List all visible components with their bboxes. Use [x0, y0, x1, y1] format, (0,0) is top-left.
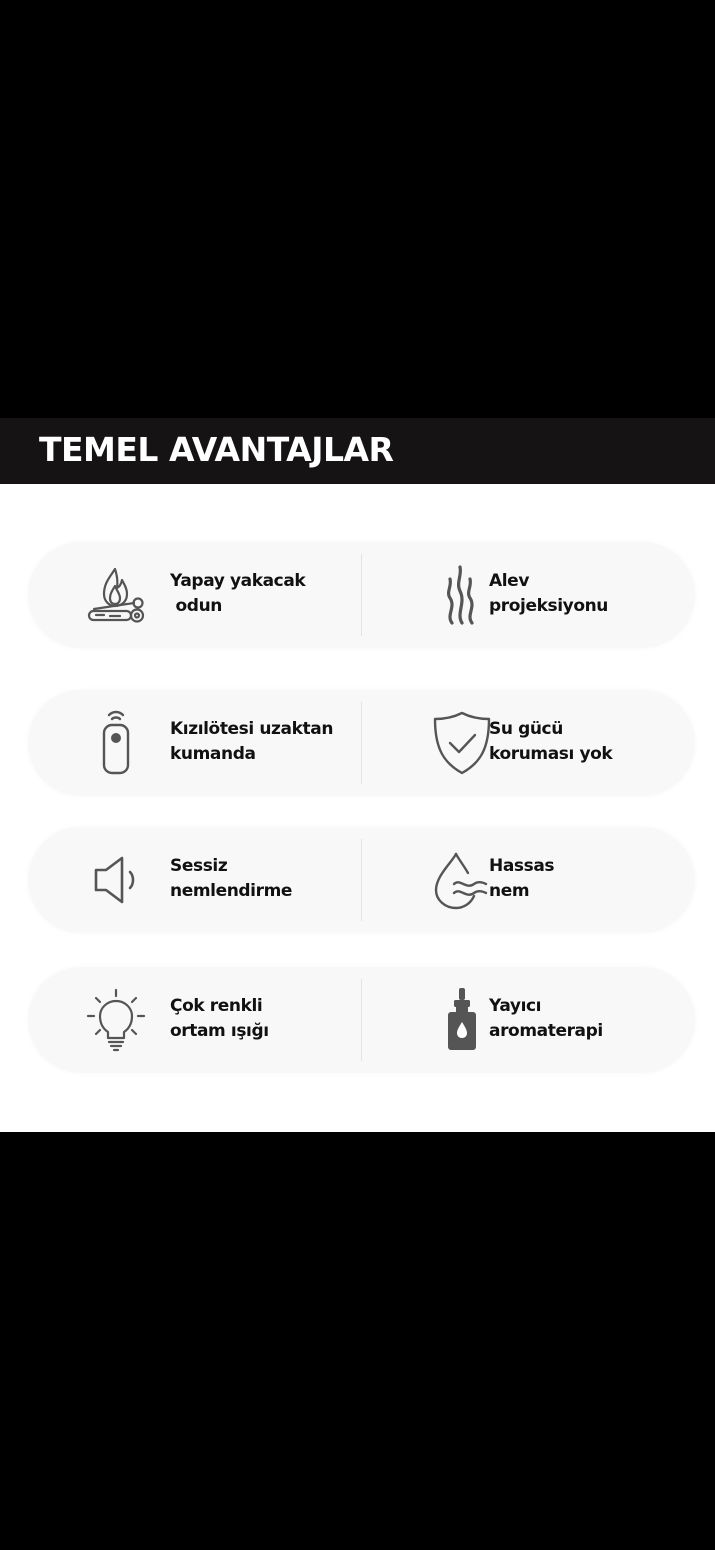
campfire-icon	[82, 561, 150, 629]
shield-check-icon	[428, 709, 496, 777]
bottom-black-area	[0, 1132, 715, 1550]
feature-label-line1: Sessiz	[170, 856, 228, 876]
feature-row-4	[28, 967, 695, 1073]
feature-label-line2: odun	[170, 596, 222, 616]
feature-label-line1: Hassas	[489, 856, 555, 876]
feature-label-line2: nemlendirme	[170, 881, 293, 901]
feature-row-3	[28, 827, 695, 933]
feature-row-2	[28, 690, 695, 796]
feature-silent-humidify	[28, 827, 348, 933]
speaker-icon	[82, 846, 150, 914]
feature-ambient-light	[28, 967, 348, 1073]
feature-label-line2: ortam ışığı	[170, 1021, 269, 1041]
feature-label-line1: Yayıcı	[489, 996, 542, 1016]
header-bar	[0, 418, 715, 484]
feature-label-line2: kumanda	[170, 744, 256, 764]
feature-label-line1: Su gücü	[489, 719, 563, 739]
feature-label-line2: projeksiyonu	[489, 596, 609, 616]
feature-aromatherapy	[362, 967, 682, 1073]
feature-label-line1: Alev	[489, 571, 529, 591]
feature-flame-projection	[362, 542, 682, 648]
water-drop-icon	[428, 846, 496, 914]
feature-precise-humidity	[362, 827, 682, 933]
feature-label-line1: Çok renkli	[170, 996, 263, 1016]
remote-control-icon	[82, 709, 150, 777]
feature-artificial-firewood	[28, 542, 348, 648]
top-black-area	[0, 0, 715, 418]
features-panel	[0, 484, 715, 1132]
feature-label-line2: koruması yok	[489, 744, 613, 764]
dropper-bottle-icon	[428, 986, 496, 1054]
flame-waves-icon	[428, 561, 496, 629]
feature-water-protection	[362, 690, 682, 796]
page-title: TEMEL AVANTAJLAR	[39, 430, 394, 469]
feature-label-line1: Kızılötesi uzaktan	[170, 719, 334, 739]
feature-ir-remote	[28, 690, 348, 796]
feature-row-1	[28, 542, 695, 648]
feature-label-line2: nem	[489, 881, 530, 901]
light-bulb-icon	[82, 986, 150, 1054]
feature-label-line1: Yapay yakacak	[170, 571, 306, 591]
feature-label-line2: aromaterapi	[489, 1021, 603, 1041]
